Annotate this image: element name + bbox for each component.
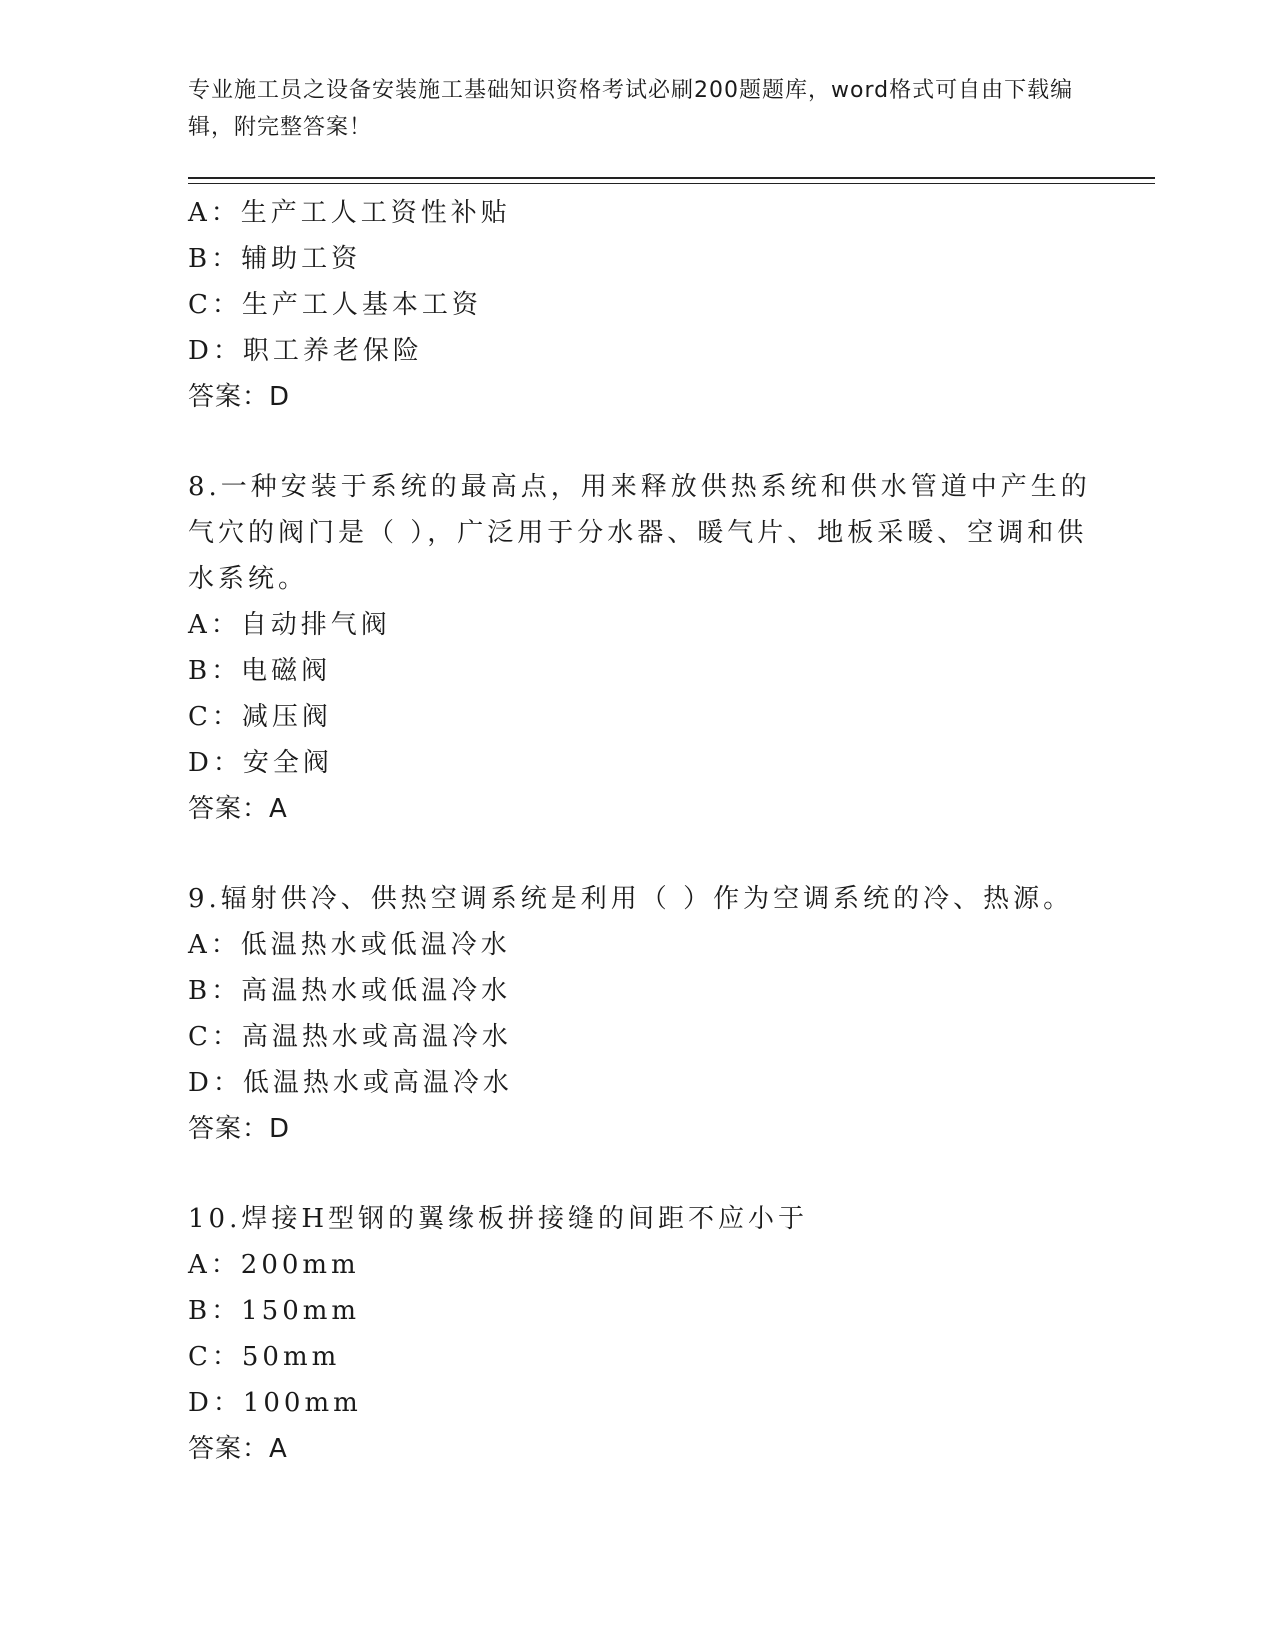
- option-a: A：低温热水或低温冷水: [188, 930, 511, 960]
- question-item: [188, 190, 1088, 420]
- option-a: A：自动排气阀: [188, 610, 391, 640]
- option-b: B：150mm: [188, 1296, 361, 1326]
- answer: 答案：A: [188, 794, 288, 824]
- question-line: 气穴的阀门是（ ），广泛用于分水器、暖气片、地板采暖、空调和供: [188, 518, 1088, 548]
- option-c: C：生产工人基本工资: [188, 290, 482, 320]
- answer: 答案：D: [188, 1114, 291, 1144]
- question-text: [188, 876, 1088, 922]
- header-divider-thick: [188, 177, 1155, 179]
- option-c: C：50mm: [188, 1342, 341, 1372]
- option-c: C：高温热水或高温冷水: [188, 1022, 512, 1052]
- option-d: D：安全阀: [188, 748, 333, 778]
- question-line: 10.焊接H型钢的翼缘板拼接缝的间距不应小于: [188, 1204, 809, 1234]
- option-b: B：高温热水或低温冷水: [188, 976, 512, 1006]
- option-d: D：职工养老保险: [188, 336, 423, 366]
- question-item: [188, 876, 1088, 1152]
- option-d: D：100mm: [188, 1388, 362, 1418]
- question-text: [188, 464, 1091, 602]
- option-c: C：减压阀: [188, 702, 332, 732]
- option-a: A：生产工人工资性补贴: [188, 198, 511, 228]
- answer: 答案：D: [188, 382, 291, 412]
- option-b: B：电磁阀: [188, 656, 332, 686]
- option-d: D：低温热水或高温冷水: [188, 1068, 513, 1098]
- question-item: [188, 464, 1091, 832]
- question-line: 9.辐射供冷、供热空调系统是利用（ ）作为空调系统的冷、热源。: [188, 884, 1074, 914]
- answer: 答案：A: [188, 1434, 288, 1464]
- option-a: A：200mm: [188, 1250, 360, 1280]
- question-line: 8.一种安装于系统的最高点，用来释放供热系统和供水管道中产生的: [188, 472, 1091, 502]
- header-divider-thin: [188, 183, 1155, 184]
- option-b: B：辅助工资: [188, 244, 362, 274]
- document-header: 专业施工员之设备安装施工基础知识资格考试必刷200题题库，word格式可自由下载编辑，附完整答案！: [188, 78, 1074, 140]
- question-text: [188, 1196, 1088, 1242]
- question-list: [188, 190, 1091, 1472]
- question-item: [188, 1196, 1088, 1472]
- question-line: 水系统。: [188, 564, 309, 594]
